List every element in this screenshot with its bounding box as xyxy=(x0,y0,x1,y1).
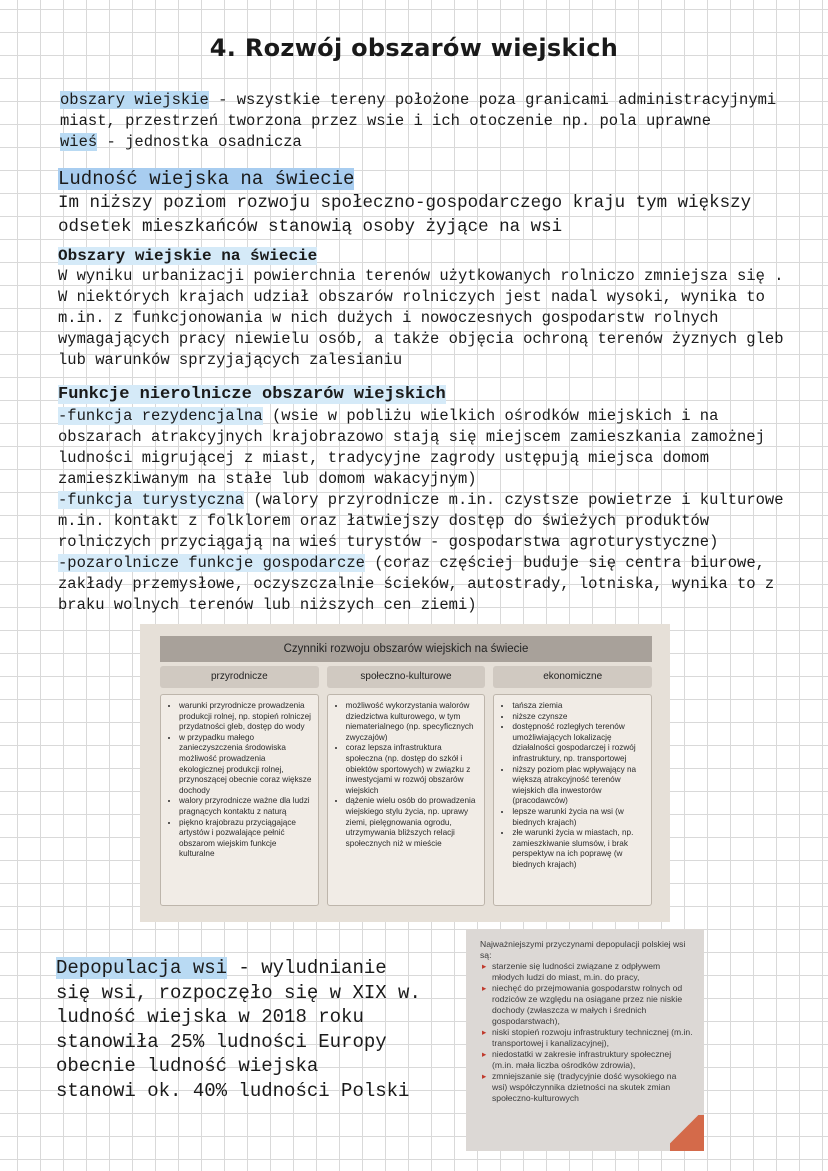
list-item: • piękno krajobrazu przyciągające artystów i pozwalające pełnić obszarom wiejskim funkcje kulturalne xyxy=(179,818,312,860)
list-item: ▸ niski stopień rozwoju infrastruktury technicznej (m.in. transportowej i kanalizacyjnej), xyxy=(492,1027,694,1049)
factors-column-przyrodnicze xyxy=(160,666,319,906)
factors-table-title: Czynniki rozwoju obszarów wiejskich na świecie xyxy=(160,636,652,662)
function-label: -pozarolnicze funkcje gospodarcze xyxy=(58,554,365,572)
column-body xyxy=(493,694,652,906)
factors-table-columns xyxy=(160,666,652,906)
depopulation-line: obecnie ludność wiejska xyxy=(56,1055,319,1077)
section-funkcje xyxy=(58,384,788,616)
list-item: • dostępność rozległych terenów umożliwiających lokalizację działalności gospodarczej i rozwój infrastruktury, np. transportowej xyxy=(512,722,645,764)
list-item: • w przypadku małego zanieczyszczenia środowiska możliwość prowadzenia ekologicznej produkcji rolnej, przynoszącej obecnie coraz większe dochody xyxy=(179,733,312,797)
section-text: Im niższy poziom rozwoju społeczno-gospodarczego kraju tym większy odsetek mieszkańców stanowią osoby żyjące na wsi xyxy=(58,193,752,237)
page-title: 4. Rozwój obszarów wiejskich xyxy=(209,34,619,62)
function-label: -funkcja rezydencjalna xyxy=(58,407,263,425)
definitions-block xyxy=(60,90,790,153)
column-body xyxy=(327,694,486,906)
list-item: ▸ niechęć do przejmowania gospodarstw rolnych od rodziców ze względu na osiągane przez nie niskie dochody (zwłaszcza w małych i średnich gospodarstwach), xyxy=(492,983,694,1027)
list-item: ▸ zmniejszanie się (tradycyjnie dość wysokiego na wsi) współczynnika dzietności na skutek zmian społeczno-kulturowych xyxy=(492,1071,694,1104)
definition-text: - jednostka osadnicza xyxy=(97,133,302,151)
term-depopulacja: Depopulacja wsi xyxy=(56,957,228,979)
list-item: • dążenie wielu osób do prowadzenia wiejskiego stylu życia, np. uprawy ziemi, pielęgnowania ogrodu, utrzymywania bliższych relacji społecznych niż w mieście xyxy=(346,796,479,849)
section-heading: Obszary wiejskie na świecie xyxy=(58,247,318,265)
list-item: • walory przyrodnicze ważne dla ludzi pragnących kontaktu z naturą xyxy=(179,796,312,817)
section-text: W wyniku urbanizacji powierchnia terenów użytkowanych rolniczo zmniejsza się . W niektórych krajach udział obszarów rolniczych jest nadal wysoki, wynika to m.in. z funkcjonowania w nich dużych i nowoczesnych gospodarstw rolnych wymagających pracy niewielu osób, a także objęcia ochroną terenów żyznych gleb lub warunków sprzyjających zalesianiu xyxy=(58,267,784,369)
list-item: • coraz lepsza infrastruktura społeczna (np. dostęp do szkół i obiektów sportowych) w związku z inwestycjami w rozwój obszarów wiejskich xyxy=(346,743,479,796)
depopulation-causes-photo xyxy=(466,929,704,1151)
list-item: • lepsze warunki życia na wsi (w biednych krajach) xyxy=(512,807,645,828)
column-header: społeczno-kulturowe xyxy=(327,666,486,688)
function-item-turystyczna xyxy=(58,490,788,553)
term-obszary-wiejskie: obszary wiejskie xyxy=(60,91,209,109)
list-item: • warunki przyrodnicze prowadzenia produkcji rolnej, np. stopień rolniczej przydatności gleb, dostęp do wody xyxy=(179,701,312,733)
function-item-rezydencjalna xyxy=(58,406,788,490)
list-item: • niższe czynsze xyxy=(512,712,645,723)
column-body xyxy=(160,694,319,906)
function-text: (walory przyrodnicze m.in. czystsze powietrze i kulturowe m.in. kontakt z folklorem oraz łatwiejszy dostęp do świeżych produktów rolniczych przyciągają na wieś turystów - gospodarstwa agroturystyczne) xyxy=(58,491,784,551)
function-text: (wsie w pobliżu wielkich ośrodków miejskich i na obszarach atrakcyjnych krajobrazowo stają się miejscem zamieszkania zamożnej ludności migrującej z miast, tradycyjne zagrody ustępują miejsca domom zamieszkiwanym na stałe lub domom wakacyjnym) xyxy=(58,407,765,488)
definition-obszary xyxy=(60,90,790,111)
corner-accent xyxy=(670,1115,704,1151)
section-heading: Ludność wiejska na świecie xyxy=(58,168,355,190)
factors-column-ekonomiczne xyxy=(493,666,652,906)
depopulation-line: - wyludnianie xyxy=(227,957,387,979)
list-item: • złe warunki życia w miastach, np. zamieszkiwanie slumsów, i brak perspektyw na ich poprawę (w biednych krajach) xyxy=(512,828,645,870)
factors-column-spoleczno-kulturowe xyxy=(327,666,486,906)
section-ludnosc xyxy=(58,167,778,239)
depopulation-block xyxy=(56,956,456,1103)
depopulation-line: stanowiła 25% ludności Europy xyxy=(56,1030,387,1053)
list-item: • niższy poziom płac wpływający na większą atrakcyjność terenów wiejskich dla inwestorów (pracodawców) xyxy=(512,765,645,807)
causes-list xyxy=(480,961,694,1104)
depopulation-line: stanowi ok. 40% ludności Polski xyxy=(56,1079,410,1102)
function-text: (coraz częściej buduje się centra biurowe, zakłady przemysłowe, oczyszczalnie ścieków, autostrady, lotniska, wynika to z braku wolnych terenów lub niższych cen ziemi) xyxy=(58,554,775,614)
factors-table-photo xyxy=(140,624,670,922)
list-item: ▸ niedostatki w zakresie infrastruktury społecznej (m.in. mała liczba ośrodków zdrowia), xyxy=(492,1049,694,1071)
definition-wies xyxy=(60,132,790,153)
column-header: ekonomiczne xyxy=(493,666,652,688)
causes-intro: Najważniejszymi przyczynami depopulacji polskiej wsi są: xyxy=(480,939,686,960)
list-item: • tańsza ziemia xyxy=(512,701,645,712)
definition-text-continued: miast, przestrzeń tworzona przez wsie i ich otoczenie np. pola uprawne xyxy=(60,112,712,130)
section-obszary xyxy=(58,246,788,371)
depopulation-line: ludność wiejska w 2018 roku xyxy=(56,1006,364,1028)
definition-text: - wszystkie tereny położone poza granicami administracyjnymi xyxy=(208,91,777,109)
column-header: przyrodnicze xyxy=(160,666,319,688)
function-item-gospodarcze xyxy=(58,553,788,616)
depopulation-line: się wsi, rozpoczęło się w XIX w. xyxy=(56,981,421,1004)
list-item: ▸ starzenie się ludności związane z odpływem młodych ludzi do miast, m.in. do pracy, xyxy=(492,961,694,983)
function-label: -funkcja turystyczna xyxy=(58,491,245,509)
list-item: • możliwość wykorzystania walorów dziedzictwa kulturowego, w tym niematerialnego (np. specyficznych zwyczajów) xyxy=(346,701,479,743)
section-heading: Funkcje nierolnicze obszarów wiejskich xyxy=(58,385,446,404)
term-wies: wieś xyxy=(60,133,98,151)
